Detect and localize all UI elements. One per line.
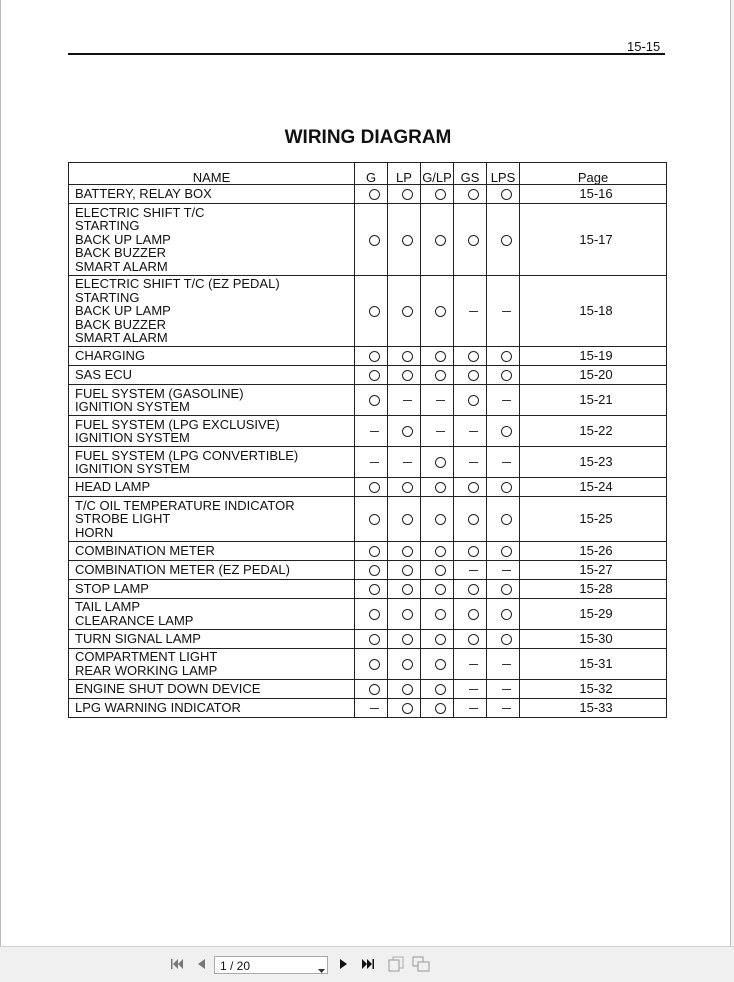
cell-lps [487, 497, 520, 542]
table-row [69, 366, 667, 385]
circle-icon [435, 565, 446, 576]
table-row [69, 204, 667, 276]
circle-icon [501, 351, 512, 362]
cell-gs [454, 416, 487, 447]
circle-icon [402, 514, 413, 525]
page-selector[interactable] [214, 956, 328, 974]
cell-lp [388, 541, 421, 560]
cell-g [355, 385, 388, 416]
name-line: BATTERY, RELAY BOX [75, 186, 212, 202]
name-line: STARTING [75, 289, 140, 305]
table-header-row [69, 163, 667, 185]
column-header-lps: LPS [487, 163, 520, 185]
circle-icon [468, 235, 479, 246]
cell-gs [454, 385, 487, 416]
column-header-gs: GS [454, 163, 487, 185]
circle-icon [501, 546, 512, 557]
name-line: COMBINATION METER [75, 542, 215, 558]
cell-name [69, 497, 355, 542]
dash-icon [502, 462, 511, 463]
cell-gs [454, 679, 487, 698]
cell-page: 15-33 [520, 698, 667, 717]
circle-icon [501, 634, 512, 645]
cell-gs [454, 598, 487, 629]
dash-icon [469, 462, 478, 463]
table-row [69, 541, 667, 560]
header-rule [68, 53, 665, 55]
cell-lp [388, 679, 421, 698]
circle-icon [402, 189, 413, 200]
name-line: COMBINATION METER (EZ PEDAL) [75, 561, 290, 577]
cell-page: 15-31 [520, 648, 667, 679]
cell-lps [487, 347, 520, 366]
circle-icon [369, 609, 380, 620]
cell-gs [454, 347, 487, 366]
name-line: CLEARANCE LAMP [75, 612, 194, 628]
name-line: ELECTRIC SHIFT T/C [75, 204, 205, 220]
cell-name [69, 629, 355, 648]
circle-icon [402, 370, 413, 381]
name-line: FUEL SYSTEM (GASOLINE) [75, 385, 244, 401]
circle-icon [435, 584, 446, 595]
circle-icon [369, 634, 380, 645]
cell-name [69, 598, 355, 629]
cell-name [69, 204, 355, 276]
name-line: STOP LAMP [75, 580, 149, 596]
cell-name [69, 275, 355, 347]
circle-icon [402, 306, 413, 317]
name-line: REAR WORKING LAMP [75, 662, 218, 678]
cell-g-lp [421, 598, 454, 629]
table-row [69, 416, 667, 447]
cell-gs [454, 698, 487, 717]
dash-icon [502, 570, 511, 571]
page-indicator: 1 / 20 [220, 959, 251, 973]
circle-icon [402, 235, 413, 246]
table-body [69, 185, 667, 718]
circle-icon [468, 634, 479, 645]
previous-page-icon[interactable] [195, 957, 207, 976]
cell-lps [487, 648, 520, 679]
cell-g-lp [421, 185, 454, 204]
dash-icon [469, 311, 478, 312]
circle-icon [435, 546, 446, 557]
name-line: BACK UP LAMP [75, 303, 171, 318]
table-row [69, 598, 667, 629]
cell-g [355, 698, 388, 717]
circle-icon [369, 351, 380, 362]
cell-lp [388, 698, 421, 717]
first-page-icon[interactable] [170, 957, 184, 976]
cell-g [355, 416, 388, 447]
circle-icon [435, 659, 446, 670]
name-line: TAIL LAMP [75, 599, 141, 614]
cell-g-lp [421, 204, 454, 276]
cell-gs [454, 366, 487, 385]
cell-lp [388, 598, 421, 629]
name-line: STROBE LIGHT [75, 511, 171, 526]
circle-icon [501, 370, 512, 381]
cell-name [69, 185, 355, 204]
circle-icon [369, 370, 380, 381]
cell-gs [454, 185, 487, 204]
cell-name [69, 347, 355, 366]
cell-lp [388, 385, 421, 416]
table-row [69, 447, 667, 478]
cell-g [355, 478, 388, 497]
table-row [69, 648, 667, 679]
two-page-view-icon[interactable] [412, 956, 430, 977]
dash-icon [502, 400, 511, 401]
cell-g [355, 347, 388, 366]
cell-page: 15-24 [520, 478, 667, 497]
cell-gs [454, 478, 487, 497]
cell-page: 15-26 [520, 541, 667, 560]
dash-icon [502, 664, 511, 665]
dash-icon [403, 400, 412, 401]
name-line: IGNITION SYSTEM [75, 399, 190, 414]
circle-icon [501, 426, 512, 437]
page-title: WIRING DIAGRAM [284, 127, 452, 148]
circle-icon [402, 426, 413, 437]
circle-icon [435, 351, 446, 362]
circle-icon [435, 684, 446, 695]
cell-page: 15-22 [520, 416, 667, 447]
table-row [69, 560, 667, 579]
cell-name [69, 447, 355, 478]
cell-page: 15-28 [520, 579, 667, 598]
name-line: HEAD LAMP [75, 479, 151, 495]
circle-icon [402, 482, 413, 493]
cell-gs [454, 447, 487, 478]
cell-name [69, 579, 355, 598]
circle-icon [402, 351, 413, 362]
cell-gs [454, 275, 487, 347]
dash-icon [502, 311, 511, 312]
cell-lps [487, 541, 520, 560]
name-line: T/C OIL TEMPERATURE INDICATOR [75, 497, 295, 513]
table-row [69, 478, 667, 497]
circle-icon [369, 235, 380, 246]
cell-gs [454, 497, 487, 542]
cell-lp [388, 579, 421, 598]
cell-g [355, 598, 388, 629]
cell-lps [487, 385, 520, 416]
table-row [69, 497, 667, 542]
cell-lp [388, 560, 421, 579]
name-line: BACK BUZZER [75, 245, 167, 260]
circle-icon [402, 546, 413, 557]
circle-icon [468, 482, 479, 493]
single-page-view-icon[interactable] [388, 956, 404, 977]
cell-name [69, 679, 355, 698]
cell-lps [487, 275, 520, 347]
cell-name [69, 698, 355, 717]
dash-icon [469, 689, 478, 690]
cell-page: 15-30 [520, 629, 667, 648]
dash-icon [469, 708, 478, 709]
circle-icon [435, 235, 446, 246]
cell-lps [487, 598, 520, 629]
cell-g-lp [421, 698, 454, 717]
circle-icon [501, 514, 512, 525]
cell-lps [487, 204, 520, 276]
cell-page: 15-29 [520, 598, 667, 629]
cell-g-lp [421, 560, 454, 579]
cell-gs [454, 541, 487, 560]
cell-g-lp [421, 648, 454, 679]
cell-lp [388, 629, 421, 648]
name-line: SAS ECU [75, 367, 133, 383]
circle-icon [468, 370, 479, 381]
name-line: FUEL SYSTEM (LPG CONVERTIBLE) [75, 447, 299, 463]
circle-icon [435, 609, 446, 620]
wiring-diagram-table [68, 162, 667, 718]
cell-g-lp [421, 541, 454, 560]
dash-icon [370, 431, 379, 432]
table-row [69, 679, 667, 698]
circle-icon [435, 703, 446, 714]
column-header-g: G [355, 163, 388, 185]
cell-page: 15-20 [520, 366, 667, 385]
cell-gs [454, 579, 487, 598]
name-line: STARTING [75, 218, 140, 233]
cell-g-lp [421, 679, 454, 698]
cell-g-lp [421, 416, 454, 447]
circle-icon [468, 189, 479, 200]
cell-g-lp [421, 497, 454, 542]
column-header-page: Page [520, 163, 667, 185]
dash-icon [469, 664, 478, 665]
circle-icon [435, 482, 446, 493]
circle-icon [369, 684, 380, 695]
cell-lp [388, 648, 421, 679]
viewer-toolbar [0, 946, 734, 982]
cell-page: 15-23 [520, 447, 667, 478]
cell-gs [454, 560, 487, 579]
cell-lp [388, 447, 421, 478]
circle-icon [402, 703, 413, 714]
cell-g-lp [421, 629, 454, 648]
cell-lp [388, 416, 421, 447]
dash-icon [502, 708, 511, 709]
circle-icon [369, 584, 380, 595]
cell-page: 15-27 [520, 560, 667, 579]
cell-g-lp [421, 385, 454, 416]
dash-icon [436, 431, 445, 432]
column-header-name: NAME [69, 163, 355, 185]
cell-g [355, 497, 388, 542]
cell-g [355, 204, 388, 276]
circle-icon [435, 634, 446, 645]
circle-icon [402, 584, 413, 595]
cell-lps [487, 679, 520, 698]
cell-g [355, 447, 388, 478]
circle-icon [402, 565, 413, 576]
cell-lp [388, 204, 421, 276]
circle-icon [468, 609, 479, 620]
cell-g [355, 648, 388, 679]
dash-icon [469, 570, 478, 571]
cell-g [355, 629, 388, 648]
cell-g-lp [421, 347, 454, 366]
circle-icon [501, 189, 512, 200]
cell-lps [487, 416, 520, 447]
name-line: ENGINE SHUT DOWN DEVICE [75, 680, 261, 696]
last-page-icon[interactable] [361, 957, 375, 976]
cell-lp [388, 347, 421, 366]
circle-icon [468, 514, 479, 525]
circle-icon [402, 684, 413, 695]
table-row [69, 347, 667, 366]
circle-icon [501, 482, 512, 493]
cell-g [355, 579, 388, 598]
cell-g [355, 679, 388, 698]
circle-icon [468, 584, 479, 595]
circle-icon [501, 584, 512, 595]
name-line: COMPARTMENT LIGHT [75, 649, 218, 664]
circle-icon [468, 395, 479, 406]
circle-icon [369, 306, 380, 317]
circle-icon [369, 482, 380, 493]
circle-icon [402, 634, 413, 645]
name-line: ELECTRIC SHIFT T/C (EZ PEDAL) [75, 276, 280, 291]
cell-page: 15-18 [520, 275, 667, 347]
cell-name [69, 416, 355, 447]
column-header-lp: LP [388, 163, 421, 185]
cell-lps [487, 366, 520, 385]
circle-icon [402, 659, 413, 670]
cell-g [355, 560, 388, 579]
cell-page: 15-17 [520, 204, 667, 276]
chevron-down-icon [318, 963, 325, 977]
cell-g-lp [421, 275, 454, 347]
name-line: FUEL SYSTEM (LPG EXCLUSIVE) [75, 416, 280, 432]
cell-page: 15-25 [520, 497, 667, 542]
cell-name [69, 366, 355, 385]
name-line: SMART ALARM [75, 258, 168, 274]
cell-name [69, 541, 355, 560]
cell-lps [487, 447, 520, 478]
cell-page: 15-19 [520, 347, 667, 366]
circle-icon [369, 514, 380, 525]
name-line: HORN [75, 524, 114, 540]
circle-icon [435, 457, 446, 468]
cell-name [69, 385, 355, 416]
circle-icon [468, 351, 479, 362]
circle-icon [435, 370, 446, 381]
circle-icon [435, 306, 446, 317]
name-line: TURN SIGNAL LAMP [75, 630, 201, 646]
cell-g [355, 541, 388, 560]
circle-icon [369, 395, 380, 406]
cell-lp [388, 497, 421, 542]
cell-g [355, 185, 388, 204]
circle-icon [369, 189, 380, 200]
name-line: CHARGING [75, 348, 146, 364]
dash-icon [370, 708, 379, 709]
cell-lps [487, 185, 520, 204]
table-row [69, 185, 667, 204]
table-row [69, 579, 667, 598]
cell-name [69, 560, 355, 579]
circle-icon [501, 609, 512, 620]
name-line: IGNITION SYSTEM [75, 461, 190, 476]
cell-name [69, 648, 355, 679]
cell-lp [388, 478, 421, 497]
cell-lps [487, 560, 520, 579]
circle-icon [369, 546, 380, 557]
table-row [69, 275, 667, 347]
name-line: BACK UP LAMP [75, 231, 171, 247]
circle-icon [435, 189, 446, 200]
circle-icon [501, 235, 512, 246]
cell-page: 15-32 [520, 679, 667, 698]
table-row [69, 698, 667, 717]
next-page-icon[interactable] [338, 957, 350, 976]
cell-g-lp [421, 579, 454, 598]
table-row [69, 629, 667, 648]
name-line: SMART ALARM [75, 330, 168, 345]
dash-icon [502, 689, 511, 690]
cell-page: 15-16 [520, 185, 667, 204]
dash-icon [403, 462, 412, 463]
circle-icon [468, 546, 479, 557]
name-line: LPG WARNING INDICATOR [75, 699, 241, 715]
cell-lps [487, 579, 520, 598]
page-number: 15-15 [627, 39, 661, 54]
circle-icon [435, 514, 446, 525]
circle-icon [369, 659, 380, 670]
dash-icon [370, 462, 379, 463]
cell-g-lp [421, 478, 454, 497]
cell-lp [388, 275, 421, 347]
cell-g-lp [421, 447, 454, 478]
cell-gs [454, 629, 487, 648]
cell-lp [388, 185, 421, 204]
cell-lp [388, 366, 421, 385]
cell-page: 15-21 [520, 385, 667, 416]
cell-name [69, 478, 355, 497]
dash-icon [469, 431, 478, 432]
dash-icon [436, 400, 445, 401]
name-line: BACK BUZZER [75, 316, 167, 332]
cell-gs [454, 648, 487, 679]
cell-g [355, 275, 388, 347]
cell-lps [487, 698, 520, 717]
table-row [69, 385, 667, 416]
cell-g [355, 366, 388, 385]
cell-lps [487, 629, 520, 648]
circle-icon [402, 609, 413, 620]
circle-icon [369, 565, 380, 576]
column-header-g-lp: G/LP [421, 163, 454, 185]
cell-g-lp [421, 366, 454, 385]
cell-gs [454, 204, 487, 276]
cell-lps [487, 478, 520, 497]
name-line: IGNITION SYSTEM [75, 430, 190, 445]
